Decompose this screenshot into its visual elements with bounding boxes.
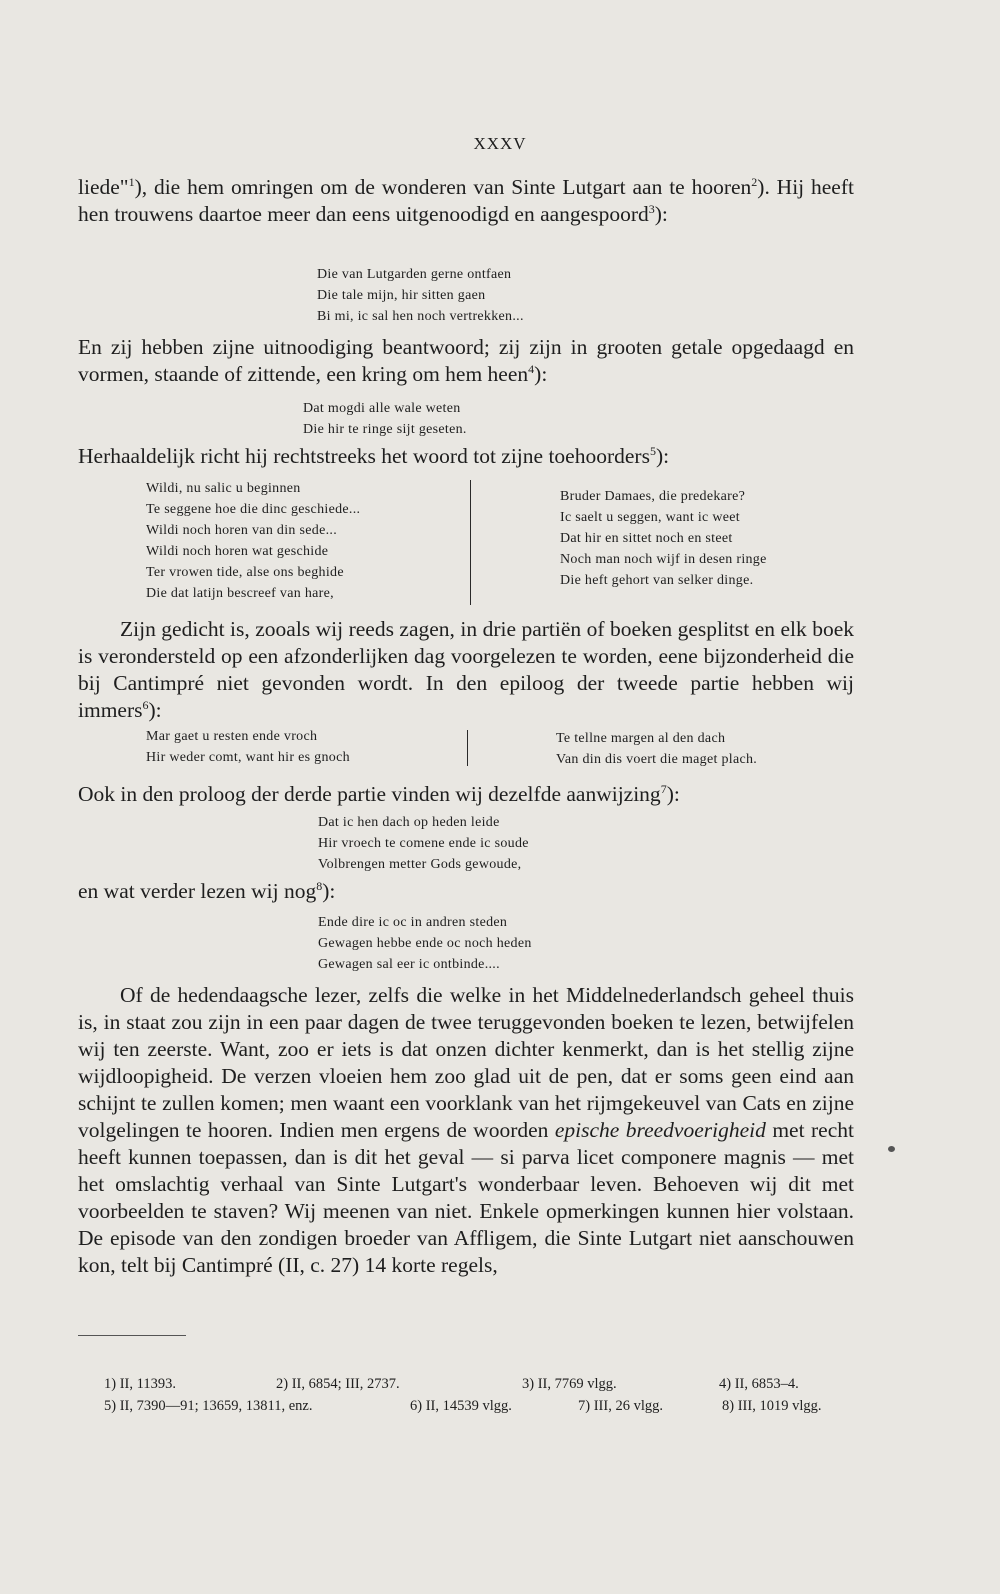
column-divider — [470, 480, 471, 605]
verse-line: Die tale mijn, hir sitten gaen — [317, 288, 486, 303]
verse-quote-3-left — [146, 478, 360, 604]
text: Of de hedendaagsche lezer, zelfs die welke in het Middelnederlandsch geheel thuis is, in staat zou zijn in een paar dagen de twee teruggevonden boeken te lezen, betwijfelen wij ten zeerste. Want, zoo er iets is dat onzen dichter kenmerkt, dan is het stellig zijne wijdloopigheid. De verzen vloeien hem zoo glad uit de pen, dat er soms geen eind aan schijnt te zullen komen; men waant een voorklank van het rijmgekeuvel van Cats en zijne volgelingen te hooren. Indien men ergens de woorden — [78, 983, 854, 1142]
verse-line: Dat ic hen dach op heden leide — [318, 815, 500, 830]
verse-quote-4-left — [146, 726, 350, 768]
text: ), die hem omringen om de wonderen van Sinte Lutgart aan te hooren — [134, 175, 752, 199]
verse-line: Ter vrowen tide, alse ons beghide — [146, 565, 344, 580]
verse-line: Volbrengen metter Gods gewoude, — [318, 857, 522, 872]
page-number: XXXV — [473, 134, 527, 153]
footnote: 2) II, 6854; III, 2737. — [276, 1376, 400, 1392]
verse-line: Wildi noch horen van din sede... — [146, 523, 337, 538]
paragraph-6 — [78, 878, 854, 905]
verse-line: Die heft gehort van selker dinge. — [560, 573, 754, 588]
text: Ook in den proloog der derde partie vinden wij dezelfde aanwijzing — [78, 782, 661, 806]
footnote: 7) III, 26 vlgg. — [578, 1398, 663, 1414]
text: met recht heeft kunnen toepassen, dan is dit het geval — si parva licet componere magnis — met het omslachtig verhaal van Sinte Lutgart's wonderbaar leven. Behoeven wij dit met voorbeelden te staven? Wij meenen van niet. Enkele opmerkingen kunnen hier volstaan. De episode van den zondigen broeder van Affligem, die Sinte Lutgart niet aanschouwen kon, telt bij Cantimpré (II, c. 27) 14 korte regels, — [78, 1118, 854, 1277]
verse-line: Dat mogdi alle wale weten — [303, 401, 461, 416]
footnote-ref: 2 — [751, 174, 758, 189]
verse-quote-6 — [318, 912, 532, 975]
verse-line: Te seggene hoe die dinc geschiede... — [146, 502, 361, 517]
text: Zijn gedicht is, zooals wij reeds zagen, in drie partiën of boeken gesplitst en elk boek is verondersteld op een afzonderlijken dag voorgelezen te worden, eene bijzonderheid die bij Cantimpré niet gevonden wordt. In den epiloog der tweede partie hebben wij immers — [78, 617, 854, 722]
print-speck — [888, 1146, 895, 1152]
footnote: 4) II, 6853–4. — [719, 1376, 799, 1392]
footnote: 1) II, 11393. — [104, 1376, 176, 1392]
verse-line: Hir weder comt, want hir es gnoch — [146, 750, 350, 765]
verse-line: Die dat latijn bescreef van hare, — [146, 586, 334, 601]
verse-line: Die hir te ringe sijt geseten. — [303, 422, 467, 437]
footnote-ref: 1 — [128, 174, 135, 189]
footnote-ref: 7 — [660, 781, 667, 796]
text: en wat verder lezen wij nog — [78, 879, 317, 903]
footnote: 3) II, 7769 vlgg. — [522, 1376, 617, 1392]
verse-line: Van din dis voert die maget plach. — [556, 752, 758, 767]
text: ): — [148, 698, 162, 722]
italic-phrase: epische breedvoerigheid — [554, 1118, 766, 1142]
footnote-ref: 8 — [316, 878, 323, 893]
text: ). Hij heeft hen trouwens daartoe meer dan eens uitgenoodigd en aangespoord — [78, 175, 854, 226]
verse-line: Gewagen hebbe ende oc noch heden — [318, 936, 532, 951]
footnote: 5) II, 7390—91; 13659, 13811, enz. — [104, 1398, 313, 1414]
text: ): — [666, 782, 680, 806]
paragraph-3 — [78, 443, 854, 470]
footnote: 6) II, 14539 vlgg. — [410, 1398, 512, 1414]
footnote: 8) III, 1019 vlgg. — [722, 1398, 822, 1414]
verse-quote-1 — [317, 264, 524, 327]
verse-line: Te tellne margen al den dach — [556, 731, 726, 746]
footnote-ref: 6 — [142, 697, 149, 712]
verse-quote-5 — [318, 812, 529, 875]
paragraph-5 — [78, 781, 854, 808]
verse-line: Ende dire ic oc in andren steden — [318, 915, 508, 930]
text: ): — [655, 444, 670, 468]
verse-line: Bi mi, ic sal hen noch vertrekken... — [317, 309, 524, 324]
text: ): — [322, 879, 336, 903]
paragraph-2 — [78, 334, 854, 388]
verse-line: Mar gaet u resten ende vroch — [146, 729, 318, 744]
verse-line: Gewagen sal eer ic ontbinde.... — [318, 957, 500, 972]
paragraph-7 — [78, 982, 854, 1279]
text: En zij hebben zijne uitnoodiging beantwoord; zij zijn in grooten getale opgedaagd en vormen, staande of zittende, een kring om hem heen — [78, 335, 854, 386]
text: Herhaaldelijk richt hij rechtstreeks het woord tot zijne toehoorders — [78, 444, 650, 468]
paragraph-4 — [78, 616, 854, 724]
text: ): — [534, 362, 548, 386]
paragraph-1 — [78, 174, 854, 228]
verse-line: Noch man noch wijf in desen ringe — [560, 552, 767, 567]
verse-line: Ic saelt u seggen, want ic weet — [560, 510, 740, 525]
footnote-ref: 4 — [528, 361, 535, 376]
verse-quote-2 — [303, 398, 467, 440]
text: ): — [654, 202, 668, 226]
verse-line: Wildi, nu salic u beginnen — [146, 481, 301, 496]
verse-quote-3-right — [560, 486, 767, 591]
verse-line: Hir vroech te comene ende ic soude — [318, 836, 529, 851]
footnote-ref: 5 — [649, 443, 656, 458]
verse-quote-4-right — [556, 728, 757, 770]
verse-line: Wildi noch horen wat geschide — [146, 544, 329, 559]
column-divider — [467, 730, 468, 766]
verse-line: Dat hir en sittet noch en steet — [560, 531, 733, 546]
footnote-rule — [78, 1335, 186, 1336]
footnote-ref: 3 — [648, 201, 655, 216]
text: liede" — [78, 175, 129, 199]
verse-line: Bruder Damaes, die predekare? — [560, 489, 746, 504]
verse-line: Die van Lutgarden gerne ontfaen — [317, 267, 512, 282]
